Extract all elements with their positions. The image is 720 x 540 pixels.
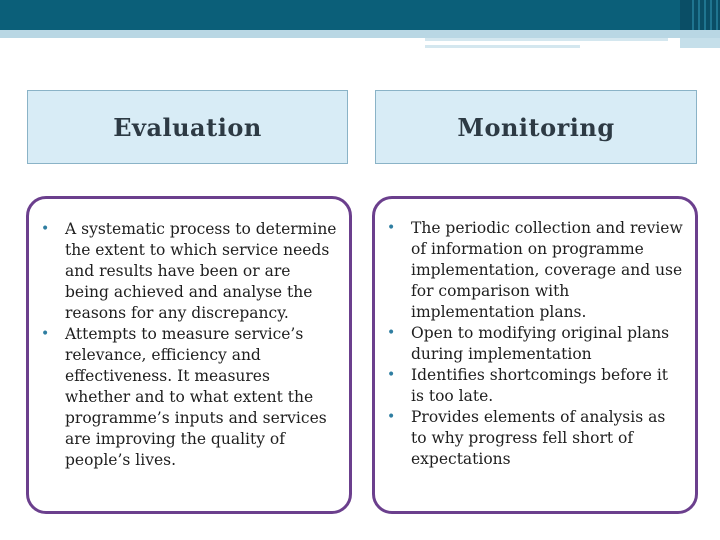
evaluation-box (26, 196, 352, 514)
top-banner-underline (0, 30, 720, 38)
decorative-rule (425, 45, 580, 48)
decorative-rule (425, 38, 668, 41)
monitoring-point: • Provides elements of analysis as to why progress fell short of expectations (385, 407, 685, 470)
evaluation-point: • Attempts to measure service’s relevance, efficiency and effectiveness. It measures whether and to what extent the programme’s inputs and services are improving the quality of people’s lives. (39, 324, 339, 471)
evaluation-heading: Evaluation (27, 90, 348, 164)
monitoring-heading: Monitoring (375, 90, 697, 164)
monitoring-box (372, 196, 698, 514)
monitoring-point: • The periodic collection and review of information on programme implementation, coverage and use for comparison with implementation plans. (385, 218, 685, 323)
decorative-rule (680, 38, 720, 48)
monitoring-point: • Open to modifying original plans during implementation (385, 323, 685, 365)
monitoring-point: • Identifies shortcomings before it is too late. (385, 365, 685, 407)
evaluation-list (39, 219, 339, 471)
top-banner (0, 0, 720, 30)
top-banner-stripes (688, 0, 720, 30)
monitoring-list (385, 218, 685, 470)
evaluation-point: • A systematic process to determine the extent to which service needs and results have been or are being achieved and analyse the reasons for any discrepancy. (39, 219, 339, 324)
